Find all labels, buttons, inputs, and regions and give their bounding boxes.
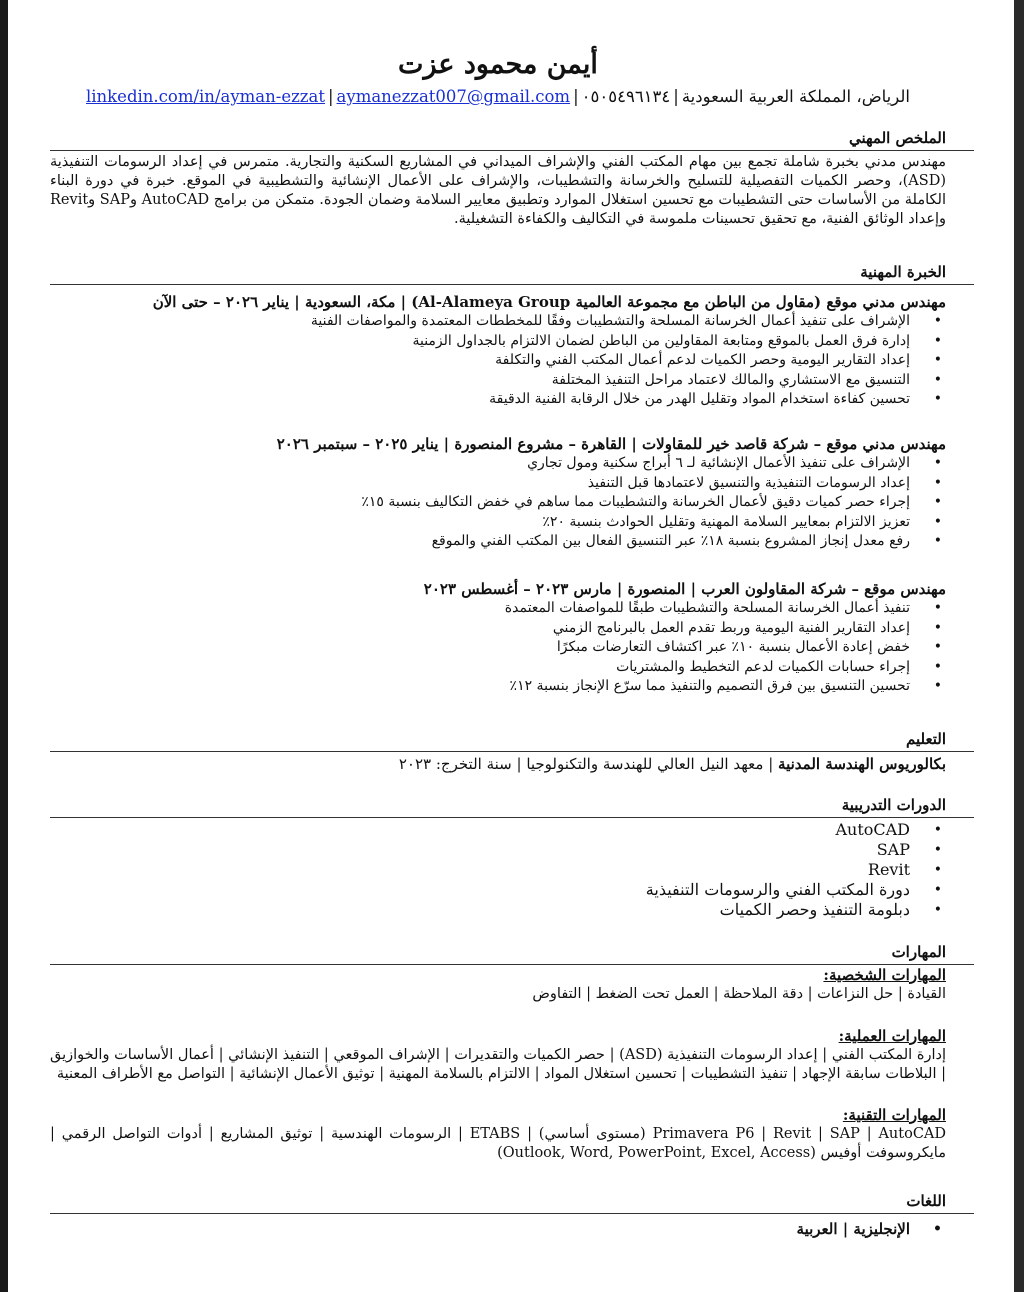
list-item: • إعداد التقارير اليومية وحصر الكميات لدعم أعمال المكتب الفني والتكلفة bbox=[50, 351, 946, 371]
practical-skills bbox=[50, 1026, 946, 1084]
list-item: • AutoCAD bbox=[50, 820, 946, 840]
summary-section bbox=[50, 128, 946, 229]
list-item: • رفع معدل إنجاز المشروع بنسبة ١٨٪ عبر التنسيق الفعال بين المكتب الفني والموقع bbox=[50, 532, 946, 552]
education-title: التعليم bbox=[906, 730, 946, 748]
education-section bbox=[50, 729, 946, 774]
languages-list bbox=[50, 1220, 946, 1240]
list-item: • تحسين كفاءة استخدام المواد وتقليل الهدر من خلال الرقابة الفنية الدقيقة bbox=[50, 390, 946, 410]
experience-title: الخبرة المهنية bbox=[860, 263, 946, 281]
contact-line: الرياض، المملكة العربية السعودية|٠٥٠٥٤٩٦١٣٤|aymanezzat007@gmail.com|linkedin.com/in/ayman-ezzat bbox=[86, 87, 910, 106]
contact-phone: ٠٥٠٥٤٩٦١٣٤ bbox=[581, 87, 671, 106]
education-details: | معهد النيل العالي للهندسة والتكنولوجيا | سنة التخرج: ٢٠٢٣ bbox=[398, 755, 779, 773]
technical-skills-text: Primavera P6 | Revit | SAP | AutoCAD (مستوى أساسي) | ETABS | الرسومات الهندسية | توثيق المشاريع | أدوات التواصل الرقمي | مايكروسوفت أوفيس (Outlook, Word, PowerPoint, Excel, Access) bbox=[50, 1126, 947, 1161]
practical-skills-title: المهارات العملية: bbox=[838, 1027, 946, 1045]
personal-skills-text: القيادة | حل النزاعات | دقة الملاحظة | العمل تحت الضغط | التفاوض bbox=[532, 986, 946, 1002]
linkedin-link[interactable]: linkedin.com/in/ayman-ezzat bbox=[86, 87, 325, 106]
personal-skills-title: المهارات الشخصية: bbox=[823, 966, 946, 984]
list-item: • دورة المكتب الفني والرسومات التنفيذية bbox=[50, 880, 946, 900]
list-item: • الإشراف على تنفيذ أعمال الخرسانة المسلحة والتشطيبات وفقًا للمخططات المعتمدة والمواصفات الفنية bbox=[50, 312, 946, 332]
section-divider bbox=[50, 284, 974, 285]
section-divider bbox=[50, 751, 974, 752]
list-item: • إجراء حصر كميات دقيق لأعمال الخرسانة والتشطيبات مما ساهم في خفض التكاليف بنسبة ١٥٪ bbox=[50, 493, 946, 513]
list-item: • تعزيز الالتزام بمعايير السلامة المهنية وتقليل الحوادث بنسبة ٢٠٪ bbox=[50, 513, 946, 533]
technical-skills-title: المهارات التقنية: bbox=[842, 1106, 946, 1124]
list-item: • إجراء حسابات الكميات لدعم التخطيط والمشتريات bbox=[50, 658, 946, 678]
list-item: • تحسين التنسيق بين فرق التصميم والتنفيذ مما سرّع الإنجاز بنسبة ١٢٪ bbox=[50, 677, 946, 697]
job-title: مهندس مدني موقع – شركة قاصد خير للمقاولات | القاهرة – مشروع المنصورة | يناير ٢٠٢٥ – سبتمبر ٢٠٢٦ bbox=[276, 435, 946, 453]
list-item: • إعداد الرسومات التنفيذية والتنسيق لاعتمادها قبل التنفيذ bbox=[50, 474, 946, 494]
list-item: • خفض إعادة الأعمال بنسبة ١٠٪ عبر اكتشاف التعارضات مبكرًا bbox=[50, 638, 946, 658]
summary-text: مهندس مدني بخبرة شاملة تجمع بين مهام المكتب الفني والإشراف الميداني في المشاريع السكنية والتجارية. متمرس في إعداد الرسومات التنفيذية (ASD)، وحصر الكميات التفصيلية للتسليح والخرسانة والتشطيبات، والإشراف على الأعمال الإنشائية والتشطيبية في الموقع. خبرة في دورة البناء الكاملة من الأساسات حتى التشطيبات مع تحسين استغلال الموارد وتطبيق معايير السلامة وضمان الجودة. متمكن من برامج AutoCAD وSAP وRevit وإعداد الوثائق الفنية، مع تحقيق تحسينات ملموسة في التكاليف والكفاءة التشغيلية. bbox=[50, 154, 946, 227]
job-title: مهندس موقع – شركة المقاولون العرب | المنصورة | مارس ٢٠٢٣ – أغسطس ٢٠٢٣ bbox=[423, 580, 946, 598]
list-item: • SAP bbox=[50, 840, 946, 860]
courses-title: الدورات التدريبية bbox=[841, 796, 946, 814]
resume-header bbox=[50, 48, 946, 108]
technical-skills bbox=[50, 1105, 946, 1163]
list-item: • الإشراف على تنفيذ الأعمال الإنشائية لـ ٦ أبراج سكنية ومول تجاري bbox=[50, 454, 946, 474]
list-item: • إدارة فرق العمل بالموقع ومتابعة المقاولين من الباطن لضمان الالتزام بالجداول الزمنية bbox=[50, 332, 946, 352]
job-duties bbox=[50, 454, 946, 552]
list-item: • دبلومة التنفيذ وحصر الكميات bbox=[50, 900, 946, 920]
job-entry bbox=[50, 577, 946, 697]
practical-skills-text: إدارة المكتب الفني | إعداد الرسومات التنفيذية (ASD) | حصر الكميات والتقديرات | الإشراف الموقعي | التنفيذ الإنشائي | أعمال الأساسات والخوازيق | البلاطات سابقة الإجهاد | تنفيذ التشطيبات | تحسين استغلال المواد | الالتزام بالسلامة المهنية | توثيق الأعمال الإنشائية | التواصل مع الأطراف المعنية bbox=[50, 1047, 947, 1082]
job-entry bbox=[50, 432, 946, 552]
languages-title: اللغات bbox=[906, 1192, 946, 1210]
list-item: • Revit bbox=[50, 860, 946, 880]
email-link[interactable]: aymanezzat007@gmail.com bbox=[336, 87, 571, 106]
section-divider bbox=[50, 817, 974, 818]
list-item: • الإنجليزية | العربية bbox=[50, 1220, 946, 1240]
job-entry bbox=[50, 290, 946, 410]
list-item: • التنسيق مع الاستشاري والمالك لاعتماد مراحل التنفيذ المختلفة bbox=[50, 371, 946, 391]
experience-section bbox=[50, 262, 946, 285]
section-divider bbox=[50, 150, 974, 151]
languages-section bbox=[50, 1191, 946, 1240]
courses-list bbox=[50, 820, 946, 920]
job-duties bbox=[50, 599, 946, 697]
list-item: • تنفيذ أعمال الخرسانة المسلحة والتشطيبات طبقًا للمواصفات المعتمدة bbox=[50, 599, 946, 619]
job-duties bbox=[50, 312, 946, 410]
list-item: • إعداد التقارير الفنية اليومية وربط تقدم العمل بالبرنامج الزمني bbox=[50, 619, 946, 639]
person-name: أيمن محمود عزت bbox=[398, 49, 598, 80]
education-entry bbox=[50, 754, 946, 774]
summary-title: الملخص المهني bbox=[848, 129, 946, 147]
section-divider bbox=[50, 1213, 974, 1214]
scan-border-left bbox=[0, 0, 8, 1292]
skills-title: المهارات bbox=[891, 943, 946, 961]
degree-name: بكالوريوس الهندسة المدنية bbox=[778, 755, 946, 773]
scan-border-right bbox=[1014, 0, 1024, 1292]
courses-section bbox=[50, 795, 946, 920]
skills-section bbox=[50, 942, 946, 1004]
job-title: مهندس مدني موقع (مقاول من الباطن مع مجموعة العالمية Al-Alameya Group) | مكة، السعودية | يناير ٢٠٢٦ – حتى الآن bbox=[152, 293, 946, 311]
contact-location: الرياض، المملكة العربية السعودية bbox=[681, 87, 910, 106]
